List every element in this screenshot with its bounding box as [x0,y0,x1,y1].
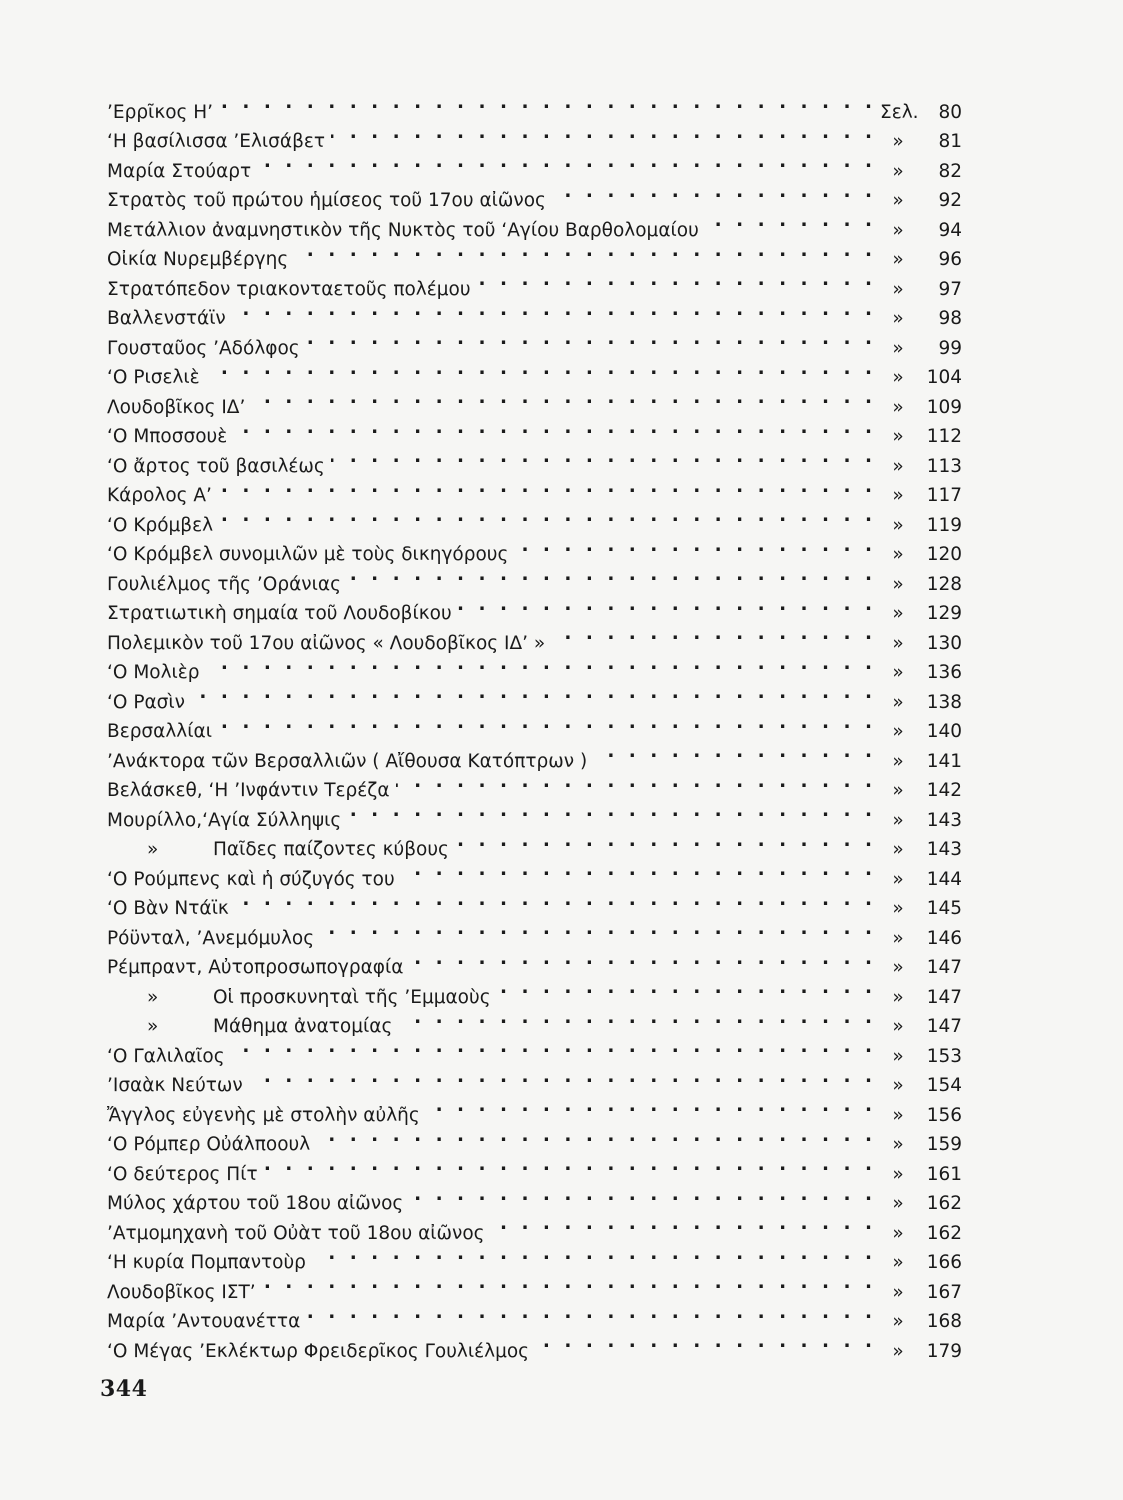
toc-entry-title: ‘Ο Γαλιλαῖος [107,1045,225,1067]
toc-entry-ref: » [892,249,904,270]
dot-leader [347,796,876,826]
toc-entry-title: Μύλος χάρτου τοῦ 18ου αἰῶνος [107,1193,404,1214]
toc-entry-ref: » [892,986,904,1008]
toc-entry-page: 147 [926,1016,962,1037]
toc-entry-title: ‘Ο Μέγας ’Εκλέκτωρ Φρειδερῖκος Γουλιέλμος [107,1340,530,1362]
toc-entry-page: 130 [926,632,962,654]
toc-entry-ref: » [892,1281,904,1303]
toc-entry-title: ‘Ο Μολιὲρ [107,662,200,683]
toc-entry-ref: » [892,927,904,949]
ditto-mark: » [147,1016,159,1037]
toc-entry-title: Μουρίλλο,‘Αγία Σύλληψις [107,809,342,831]
dot-leader [497,973,876,1003]
dot-leader [593,737,876,767]
toc-entry-page: 96 [938,249,962,270]
dot-leader [233,413,876,443]
toc-entry-page: 109 [926,396,962,418]
dot-leader [316,1121,876,1151]
toc-entry [107,118,962,152]
toc-entry-ref: » [892,485,904,506]
dot-leader [514,531,876,561]
toc-entry-page: 144 [926,868,962,890]
toc-entry-title: ‘Ο ἄρτος τοῦ βασιλέως [107,455,325,477]
toc-entry-title: Μαρία ’Αντουανέττα [107,1311,301,1332]
toc-entry-title: ‘Ο Κρόμβελ συνομιλῶν μὲ τοὺς δικηγόρους [107,544,509,565]
dot-leader [257,147,876,177]
toc-entry-ref: » [892,544,904,565]
toc-entry-ref: » [892,1311,904,1332]
dot-leader [398,1003,876,1033]
toc-entry [107,914,962,949]
toc-entry-title: Μαρία Στούαρτ [107,160,252,182]
toc-entry-page: 141 [926,750,962,772]
toc-entry [107,885,962,919]
toc-entry-page: 113 [926,455,962,477]
toc-entry-page: 159 [926,1134,962,1155]
toc-entry-ref: » [892,780,904,801]
toc-entry-page: 128 [926,573,962,595]
toc-entry-page: 156 [926,1104,962,1126]
page-number: 344 [100,1376,148,1402]
toc-entry [107,501,962,536]
ditto-mark: » [147,986,159,1008]
toc-entry-title: Οἰκία Νυρεμβέργης [107,249,289,270]
toc-entry-page: 112 [926,426,962,447]
dot-leader [231,1032,876,1062]
toc-entry-title: Κάρολος Α’ [107,485,212,506]
toc-entry-ref: » [892,750,904,772]
dot-leader [331,442,876,472]
dot-leader [705,206,876,236]
toc-entry-title: Ἄγγλος εὐγενὴς μὲ στολὴν αὐλῆς [107,1104,420,1126]
dot-leader [409,944,876,974]
toc-entry-ref: » [892,721,904,742]
toc-entry-page: 167 [926,1281,962,1303]
dot-leader [552,177,876,207]
toc-entry-ref: » [892,1134,904,1155]
toc-entry-page: 147 [926,957,962,978]
dot-leader [294,236,876,266]
toc-entry-ref: » [892,1193,904,1214]
dot-leader [312,1239,876,1269]
toc-entry-page: 129 [926,603,962,624]
toc-entry [107,708,962,742]
toc-entry [107,442,962,477]
toc-entry-ref: » [892,514,904,536]
toc-entry [107,88,962,123]
toc-entry-page: 97 [938,278,962,300]
toc-entry [107,413,962,447]
toc-entry-title: Ρόϋνταλ, ’Ανεμόμυλος [107,927,315,949]
toc-entry-title: Βελάσκεθ, ‘Η ’Ινφάντιν Τερέζα [107,780,390,801]
toc-entry-title-text: Παῖδες παίζοντες κύβους [213,839,449,860]
toc-entry-title: ‘Ο δεύτερος Πίτ [107,1163,258,1185]
dot-leader [306,324,876,354]
toc-entry-page: 119 [926,514,962,536]
toc-entry-ref: » [892,426,904,447]
toc-entry-ref: » [892,190,904,211]
dot-leader [264,1150,876,1180]
toc-entry-ref: » [892,219,904,241]
toc-entry [107,649,962,683]
dot-leader [535,1327,876,1357]
dot-leader [491,1209,876,1239]
toc-entry-title: Λουδοβῖκος ΙΣΤ’ [107,1281,256,1303]
toc-entry-title: ‘Ο Κρόμβελ [107,514,214,536]
toc-entry-page: 162 [926,1222,962,1244]
dot-leader [232,295,876,325]
toc-entry-title: Βερσαλλίαι [107,721,212,742]
toc-entry-ref: » [892,1340,904,1362]
toc-entry-ref: » [892,662,904,683]
toc-entry-page: 154 [926,1075,962,1096]
toc-entry-title: Γουσταῦος ’Αδόλφος [107,337,300,359]
toc-entry-title: Λουδοβῖκος ΙΔ’ [107,396,246,418]
dot-leader [455,826,876,856]
toc-entry [107,472,962,506]
toc-entry-title: ’Ισαὰκ Νεύτων [107,1075,243,1096]
toc-entry-title: ’Ανάκτορα τῶν Βερσαλλιῶν ( Αἴθουσα Κατόπτρων ) [107,750,588,772]
toc-entry-title: Βαλλενστάϊν [107,308,226,329]
toc-entry-title: ‘Ο Ρούμπενς καὶ ἡ σύζυγός του [107,868,395,890]
toc-entry-ref: » [892,957,904,978]
toc-entry-ref: » [892,809,904,831]
toc-entry-ref: » [892,1104,904,1126]
dot-leader [251,383,876,413]
dot-leader [396,767,876,797]
toc-entry-page: 146 [926,927,962,949]
toc-entry-ref: » [892,367,904,388]
toc-entry-title-text: Οἱ προσκυνηταὶ τῆς ’Εμμαοὺς [213,986,491,1008]
dot-leader [409,1180,876,1210]
toc-entry-page: 168 [926,1311,962,1332]
toc-entry-ref: » [892,278,904,300]
toc-entry-title: ‘Ο Μποσσουὲ [107,426,228,447]
toc-entry [107,324,962,359]
toc-entry-ref: Σελ. [880,101,919,123]
toc-entry-title: ‘Ο Ρισελιὲ [107,367,200,388]
toc-entry-page: 143 [926,839,962,860]
toc-entry-title: Στρατὸς τοῦ πρώτου ἡμίσεος τοῦ 17ου αἰῶνος [107,190,546,211]
toc-entry-title: Γουλιέλμος τῆς ’Οράνιας [107,573,341,595]
toc-entry [107,737,962,772]
toc-entry-title: ‘Η κυρία Πομπαντοὺρ [107,1252,306,1273]
toc-entry-ref: » [892,839,904,860]
toc-entry-title: ‘Ο Ρόμπερ Οὐάλποουλ [107,1134,311,1155]
toc-entry-ref: » [892,1222,904,1244]
toc-entry-ref: » [892,603,904,624]
toc-entry [107,354,962,388]
toc-entry [107,531,962,565]
toc-entry-ref: » [892,868,904,890]
toc-entry-title: Ρέμπραντ, Αὐτοπροσωπογραφία [107,957,404,978]
toc-entry [107,383,962,418]
toc-entry-page: 143 [926,809,962,831]
toc-entry-page: 104 [926,367,962,388]
toc-entry-page: 142 [926,780,962,801]
toc-entry-title: ‘Ο Ρασὶν [107,691,185,713]
toc-entry-ref: » [892,455,904,477]
dot-leader [206,354,876,384]
toc-entry-ref: » [892,898,904,919]
toc-entry-ref: » [892,1045,904,1067]
dot-leader [191,678,876,708]
toc-entry-ref: » [892,337,904,359]
dot-leader [249,1062,876,1092]
toc-entry-ref: » [892,308,904,329]
toc-entry-page: 162 [926,1193,962,1214]
dot-leader [426,1091,876,1121]
toc-entry-page: 161 [926,1163,962,1185]
toc-entry-ref: » [892,632,904,654]
toc-entry-page: 140 [926,721,962,742]
dot-leader [262,1268,876,1298]
dot-leader [219,88,876,118]
toc-entry-title: Πολεμικὸν τοῦ 17ου αἰῶνος « Λουδοβῖκος ΙΔ’ » [107,632,546,654]
toc-entry-page: 81 [938,131,962,152]
toc-entry-page: 92 [938,190,962,211]
toc-entry-page: 136 [926,662,962,683]
toc-entry-ref: » [892,691,904,713]
dot-leader [218,708,876,738]
toc-entry-page: 166 [926,1252,962,1273]
toc-entry-title: Στρατόπεδον τριακονταετοῦς πολέμου [107,278,471,300]
toc-entry-title: ’Ερρῖκος Η’ [107,101,214,123]
dot-leader [458,590,876,620]
toc-entry-page: 120 [926,544,962,565]
toc-entry-page: 98 [938,308,962,329]
toc-entry-ref: » [892,1075,904,1096]
toc-entry-title: Μετάλλιον ἀναμνηστικὸν τῆς Νυκτὸς τοῦ ‘Αγίου Βαρθολομαίου [107,219,699,241]
dot-leader [320,914,876,944]
toc-entry-page: 80 [938,101,962,123]
dot-leader [218,472,876,502]
toc-entry-page: 147 [926,986,962,1008]
toc-entry-ref: » [892,1252,904,1273]
toc-entry-title: ’Ατμομηχανὴ τοῦ Οὐὰτ τοῦ 18ου αἰῶνος [107,1222,485,1244]
toc-entry-ref: » [892,1163,904,1185]
table-of-contents [107,88,962,1362]
toc-entry-page: 145 [926,898,962,919]
toc-entry [107,678,962,713]
toc-entry [107,1062,962,1096]
dot-leader [219,501,876,531]
toc-entry [107,295,962,329]
toc-entry-page: 99 [938,337,962,359]
dot-leader [401,855,876,885]
toc-entry-title: ‘Ο Βὰν Ντάϊκ [107,898,229,919]
toc-entry-ref: » [892,131,904,152]
toc-entry-page: 94 [938,219,962,241]
toc-entry-page: 138 [926,691,962,713]
dot-leader [235,885,876,915]
toc-entry-ref: » [892,160,904,182]
toc-entry-ref: » [892,1016,904,1037]
toc-entry-ref: » [892,396,904,418]
dot-leader [477,265,876,295]
toc-entry-title-text: Μάθημα ἀνατομίας [213,1016,393,1037]
dot-leader [206,649,876,679]
toc-entry-page: 82 [938,160,962,182]
dot-leader [331,118,876,148]
dot-leader [306,1298,876,1328]
toc-entry-title: ‘Η βασίλισσα ’Ελισάβετ [107,131,326,152]
toc-entry-page: 179 [926,1340,962,1362]
dot-leader [347,560,876,590]
ditto-mark: » [147,839,159,860]
toc-entry-page: 153 [926,1045,962,1067]
dot-leader [551,619,876,649]
toc-entry-page: 117 [926,485,962,506]
toc-entry-ref: » [892,573,904,595]
toc-entry [107,1032,962,1067]
toc-entry-title: Στρατιωτικὴ σημαία τοῦ Λουδοβίκου [107,603,452,624]
